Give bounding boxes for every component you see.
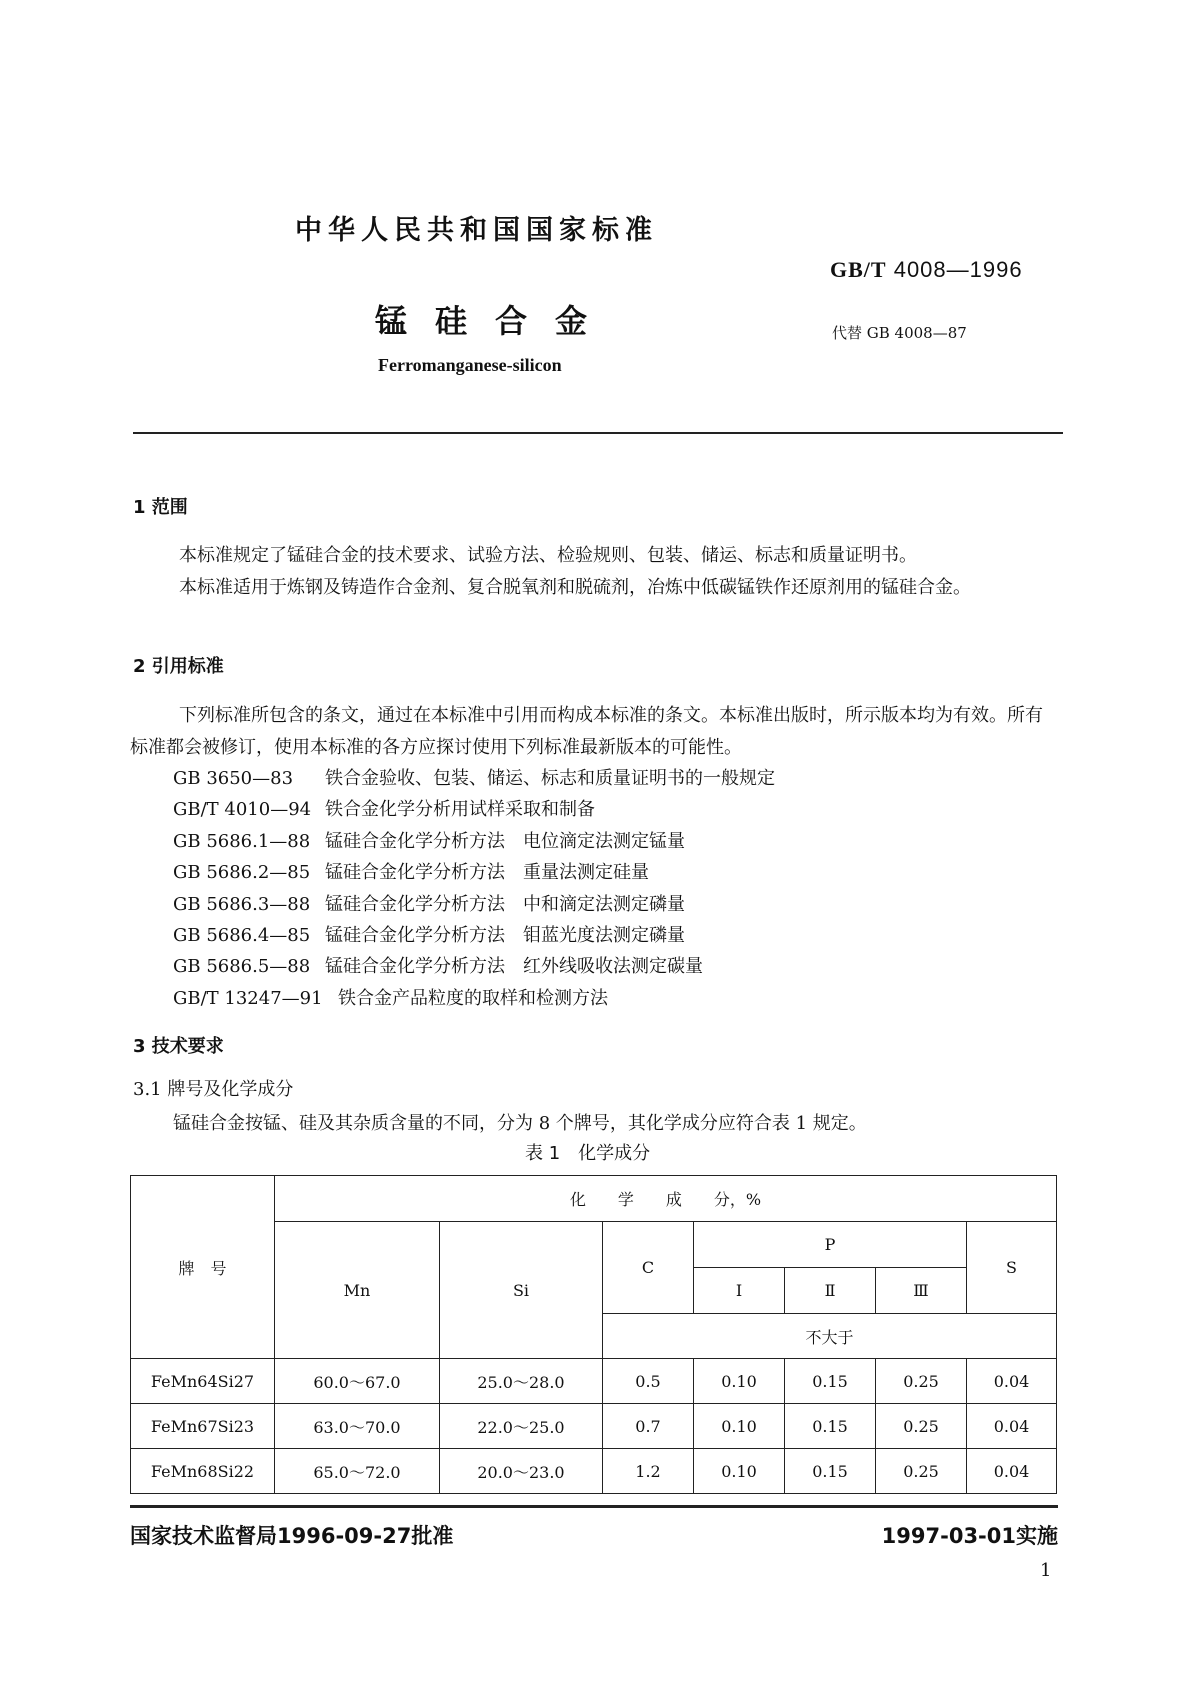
header-divider [133,432,1063,434]
value-cell: 0.7 [603,1404,694,1449]
chemical-composition-table [130,1175,1057,1494]
reference-code: GB 5686.1—88 [173,830,311,852]
document-title: 锰硅合金 [375,302,616,340]
p-header: P [694,1222,967,1268]
reference-item [173,858,649,884]
reference-item [173,764,775,790]
footer-divider [130,1505,1058,1508]
reference-code: GB/T 13247—91 [173,987,323,1009]
value-cell: 0.15 [785,1404,876,1449]
mn-header: Mn [275,1222,440,1359]
value-cell: 0.15 [785,1449,876,1494]
c-header: C [603,1222,694,1314]
reference-code: GB 5686.2—85 [173,862,311,884]
value-cell: 0.15 [785,1359,876,1404]
reference-title: 锰硅合金化学分析方法 电位滴定法测定锰量 [325,830,685,852]
english-title: Ferromanganese-silicon [378,355,562,375]
value-cell: 0.25 [876,1449,967,1494]
value-cell: 1.2 [603,1449,694,1494]
reference-code: GB 5686.4—85 [173,925,311,946]
replaces-note: 代替 GB 4008—87 [832,324,967,342]
reference-code: GB/T 4010—94 [173,799,312,821]
reference-item [173,827,685,853]
code-prefix: GB/T [830,257,887,282]
value-cell: 63.0～70.0 [275,1404,440,1449]
page-number: 1 [1040,1560,1052,1581]
reference-title: 锰硅合金化学分析方法 重量法测定硅量 [325,862,649,884]
reference-item [173,952,703,978]
value-cell: 65.0～72.0 [275,1449,440,1494]
composition-header: 化 学 成 分，% [275,1176,1057,1222]
p-class-header: Ⅱ [785,1268,876,1314]
reference-title: 锰硅合金化学分析方法 钼蓝光度法测定磷量 [325,925,685,946]
value-cell: 20.0～23.0 [440,1449,603,1494]
value-cell: 60.0～67.0 [275,1359,440,1404]
value-cell: 0.10 [694,1404,785,1449]
value-cell: 0.10 [694,1449,785,1494]
value-cell: 0.25 [876,1359,967,1404]
approval-date: 国家技术监督局1996-09-27批准 [130,1524,454,1548]
si-header: Si [440,1222,603,1359]
org-title: 中华人民共和国国家标准 [295,215,658,246]
reference-title: 铁合金产品粒度的取样和检测方法 [338,987,608,1009]
value-cell: 0.10 [694,1359,785,1404]
code-number: 4008—1996 [893,257,1023,282]
effective-date: 1997-03-01实施 [881,1524,1058,1548]
grade-header: 牌 号 [131,1176,275,1359]
paragraph: 本标准规定了锰硅合金的技术要求、试验方法、检验规则、包装、储运、标志和质量证明书。 [179,545,917,566]
grade-cell: FeMn68Si22 [131,1449,275,1494]
table-row [131,1449,1057,1494]
reference-title: 锰硅合金化学分析方法 中和滴定法测定磷量 [325,893,685,915]
value-cell: 0.25 [876,1404,967,1449]
value-cell: 0.04 [967,1359,1057,1404]
reference-item [173,890,685,916]
reference-title: 铁合金验收、包装、储运、标志和质量证明书的一般规定 [325,768,775,789]
paragraph: 本标准适用于炼钢及铸造作合金剂、复合脱氧剂和脱硫剂，冶炼中低碳锰铁作还原剂用的锰硅合金。 [179,577,971,598]
table-caption: 表 1 化学成分 [525,1143,651,1164]
reference-code: GB 5686.3—88 [173,893,311,915]
value-cell: 0.5 [603,1359,694,1404]
reference-title: 锰硅合金化学分析方法 红外线吸收法测定碳量 [325,956,703,978]
reference-code: GB 3650—83 [173,768,294,789]
not-more-than-label: 不大于 [603,1314,1057,1359]
standard-code [830,257,1023,283]
paragraph: 下列标准所包含的条文，通过在本标准中引用而构成本标准的条文。本标准出版时，所示版本均为有效。所有标准都会被修订，使用本标准的各方应探讨使用下列标准最新版本的可能性。 [130,705,1043,758]
paragraph: 锰硅合金按锰、硅及其杂质含量的不同，分为 8 个牌号，其化学成分应符合表 1 规定。 [173,1113,867,1134]
value-cell: 0.04 [967,1449,1057,1494]
value-cell: 25.0～28.0 [440,1359,603,1404]
p-class-header: I [694,1268,785,1314]
section-heading: 2 引用标准 [133,656,224,677]
grade-cell: FeMn67Si23 [131,1404,275,1449]
grade-cell: FeMn64Si27 [131,1359,275,1404]
s-header: S [967,1222,1057,1314]
p-class-header: Ⅲ [876,1268,967,1314]
section-heading: 3 技术要求 [133,1036,224,1057]
reference-item [173,795,595,821]
value-cell: 0.04 [967,1404,1057,1449]
reference-code: GB 5686.5—88 [173,956,311,978]
section-heading: 1 范围 [133,497,188,518]
reference-title: 铁合金化学分析用试样采取和制备 [325,799,595,821]
subsection-heading: 3.1 牌号及化学成分 [133,1079,294,1100]
reference-item [173,984,608,1010]
reference-item [173,921,685,947]
table-row [131,1359,1057,1404]
table-row [131,1404,1057,1449]
value-cell: 22.0～25.0 [440,1404,603,1449]
